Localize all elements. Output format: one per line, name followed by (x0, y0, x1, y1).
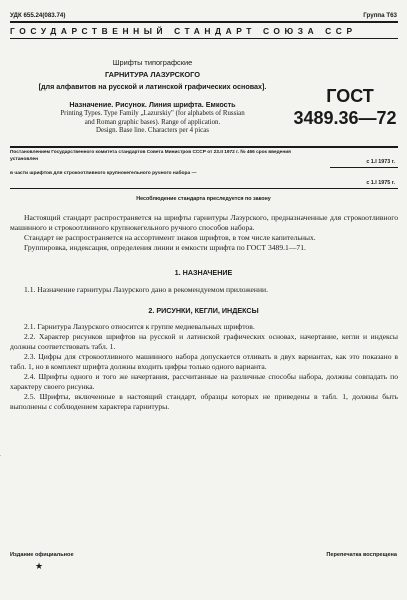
decree-line-3: в части шрифтов для строкоотливного крупнокегельного ручного набора — (10, 171, 197, 176)
intro-paragraph-3: Группировка, индексация, определения линии и емкости шрифта по ГОСТ 3489.1—71. (24, 243, 306, 252)
title-line-4: Назначение. Рисунок. Линия шрифта. Емкость (69, 100, 236, 109)
section-1-heading: 1. НАЗНАЧЕНИЕ (174, 268, 233, 277)
english-line-3: Design. Base line. Characters per 4 picas (96, 127, 209, 135)
gost-label: ГОСТ (326, 86, 374, 106)
section-2-paragraph-4: 2.4. Шрифты одного и того же начертания, рассчитанные на различные способы набора, должны совпадать по характеру своего рисунка. (10, 372, 398, 391)
decree-line-2-left: установлен (10, 157, 39, 162)
english-title (0, 110, 305, 136)
section-2-paragraph-2: 2.2. Характер рисунков шрифтов на русской и латинской графических основах, начертание, кегли и индексы должны соответствовать табл. 1. (10, 332, 398, 351)
decree-date-2: с 1.I 1975 г. (366, 180, 395, 186)
udk-code: УДК 655.24(083.74) (10, 12, 66, 19)
decree-rule-bottom (10, 188, 398, 189)
section-2-paragraph-1: 2.1. Гарнитура Лазурского относится к группе медиевальных шрифтов. (24, 322, 255, 331)
banner-rule (10, 38, 398, 39)
english-line-1: Printing Types. Type Family „Lazurskiy" (for alphabets of Russian (60, 110, 245, 117)
section-2-paragraph-3: 2.3. Цифры для строкоотливного машинного набора допускается отливать в двух вариантах, как это показано в табл. 1, но в комплект шрифта должны входить цифры только одного варианта. (10, 352, 398, 371)
star-icon: ★ (35, 561, 44, 571)
title-line-1: Шрифты типографские (112, 58, 193, 67)
law-note: Несоблюдение стандарта преследуется по закону (136, 196, 271, 202)
decree-date-1: с 1.I 1973 г. (366, 159, 395, 165)
intro-paragraph-1: Настоящий стандарт распространяется на шрифты гарнитуры Лазурского, предназначенные для строкоотливного машинного и строкоотливного крупнокегельного ручного способов набора. (10, 213, 398, 232)
title-line-3: [для алфавитов на русской и латинской графических основах]. (38, 82, 267, 91)
section-2-heading: 2. РИСУНКИ, КЕГЛИ, ИНДЕКСЫ (148, 306, 259, 315)
title-line-2: ГАРНИТУРА ЛАЗУРСКОГО (104, 70, 201, 79)
intro-paragraph-2: Стандарт не распространяется на ассортимент знаков шрифтов, в том числе капительных. (24, 233, 316, 242)
side-stamp (0, 448, 2, 503)
english-line-2: and Roman graphic bases). Range of application. (84, 118, 221, 126)
gost-number: 3489.36—72 (293, 108, 397, 128)
decree-date-rule (330, 167, 398, 168)
section-1-paragraph-1: 1.1. Назначение гарнитуры Лазурского дано в рекомендуемом приложении. (24, 285, 268, 294)
reprint-prohibited-label: Перепечатка воспрещена (326, 552, 397, 558)
section-2-paragraph-5: 2.5. Шрифты, включенные в настоящий стандарт, образцы которых не приведены в табл. 1, должны быть выполнены с соблюдением характера гарнитуры. (10, 392, 398, 411)
group-code: Группа Т63 (363, 12, 397, 19)
decree-rule-top (10, 146, 398, 148)
standard-banner: ГОСУДАРСТВЕННЫЙ СТАНДАРТ СОЮЗА ССР (10, 26, 357, 36)
official-edition-label: Издание официальное (10, 552, 74, 558)
decree-line-1: Постановлением Государственного комитета стандартов Совета Министров СССР от 23.II 1972 г. № 466 срок введения (10, 150, 291, 155)
top-rule (10, 21, 398, 23)
